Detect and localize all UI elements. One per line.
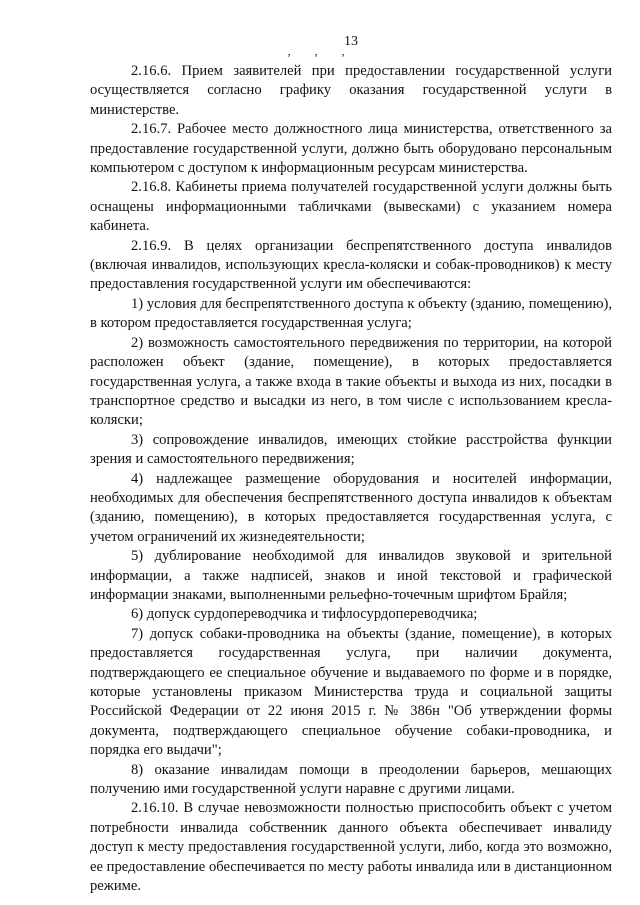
list-item-4: 4) надлежащее размещение оборудования и носителей информации, необходимых для обеспечения беспрепятственного доступа инвалидов к объектам (зданию, помещению), в которых предоставляется государственная услуга, с учетом ограничений их жизнедеятельности;	[90, 470, 612, 545]
page-header	[90, 32, 612, 62]
paragraph-2-16-10: 2.16.10. В случае невозможности полностью приспособить объект с учетом потребности инвалида собственник данного объекта обеспечивает инвалиду доступ к месту предоставления государственной услуги, либо, когда это возможно, ее предоставление обеспечивается по месту работы инвалида или в дистанционном режиме.	[90, 800, 612, 895]
list-item-6: 6) допуск сурдопереводчика и тифлосурдопереводчика;	[131, 606, 478, 623]
document-page	[90, 32, 612, 896]
paragraph-2-16-6: 2.16.6. Прием заявителей при предоставлении государственной услуги осуществляется согласно графику оказания государственной услуги в министерстве.	[90, 63, 612, 118]
list-item-3: 3) сопровождение инвалидов, имеющих стойкие расстройства функции зрения и самостоятельного передвижения;	[90, 431, 612, 468]
list-item-7: 7) допуск собаки-проводника на объекты (здание, помещение), в которых предоставляется государственная услуга, при наличии документа, подтверждающего ее специальное обучение и выдаваемого по форме и в порядке, которые установлены приказом Министерства труда и социальной защиты Российской Федерации от 22 июня 2015 г. № 386н "Об утверждении формы документа, подтверждающего специальное обучение собаки-проводника, и порядка его выдачи";	[90, 625, 612, 759]
paragraph-2-16-9: 2.16.9. В целях организации беспрепятственного доступа инвалидов (включая инвалидов, использующих кресла-коляски и собак-проводников) к месту предоставления государственной услуги им обеспечиваются:	[90, 237, 612, 293]
list-item-5: 5) дублирование необходимой для инвалидов звуковой и зрительной информации, а также надписей, знаков и иной текстовой и графической информации знаками, выполненными рельефно-точечным шрифтом Брайля;	[90, 548, 612, 603]
scan-marks: ‚ ‚ ‚	[287, 44, 355, 58]
list-item-1: 1) условия для беспрепятственного доступа к объекту (зданию, помещению), в котором предоставляется государственная услуга;	[90, 295, 612, 332]
paragraph-2-16-7: 2.16.7. Рабочее место должностного лица министерства, ответственного за предоставление государственной услуги, должно быть оборудовано персональным компьютером с доступом к информационным ресурсам министерства.	[90, 121, 612, 177]
paragraph-2-16-8: 2.16.8. Кабинеты приема получателей государственной услуги должны быть оснащены информационными табличками (вывесками) с указанием номера кабинета.	[90, 179, 612, 235]
page-number: 13	[344, 34, 358, 49]
list-item-2: 2) возможность самостоятельного передвижения по территории, на которой расположен объект (здание, помещение), в которых предоставляется государственная услуга, а также входа в такие объекты и выхода из них, посадки в транспортное средство и высадки из него, в том числе с использованием кресла-коляски;	[90, 334, 612, 429]
list-item-8: 8) оказание инвалидам помощи в преодолении барьеров, мешающих получению ими государственной услуги наравне с другими лицами.	[90, 761, 612, 798]
